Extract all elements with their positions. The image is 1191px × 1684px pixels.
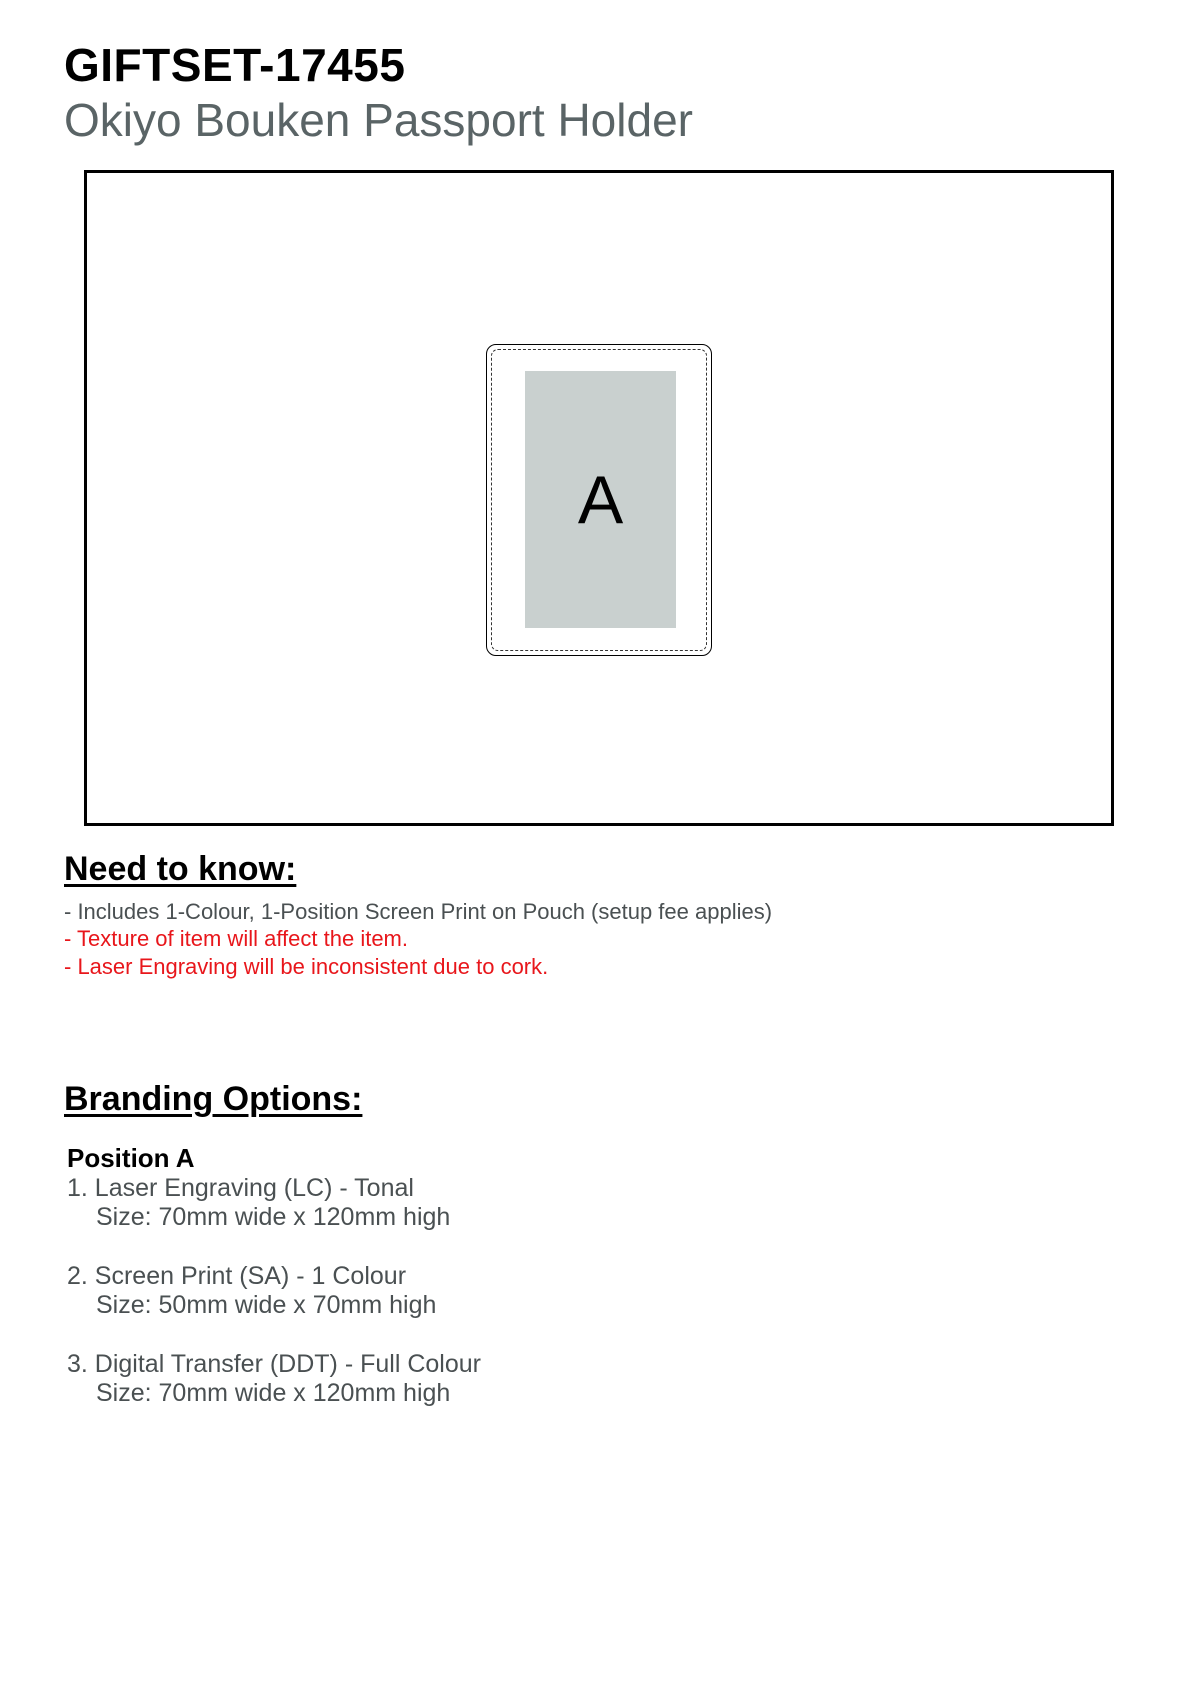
branding-options-heading: Branding Options: xyxy=(64,1080,363,1118)
position-a-title: Position A xyxy=(67,1143,195,1173)
need-to-know-heading: Need to know: xyxy=(64,850,297,888)
branding-position-label: A xyxy=(577,461,624,538)
branding-option-size: Size: 70mm wide x 120mm high xyxy=(96,1203,451,1231)
branding-option-title: 1. Laser Engraving (LC) - Tonal xyxy=(67,1174,414,1202)
product-code: GIFTSET-17455 xyxy=(64,39,406,91)
branding-option-title: 2. Screen Print (SA) - 1 Colour xyxy=(67,1262,407,1290)
note-item: - Includes 1-Colour, 1-Position Screen Print on Pouch (setup fee applies) xyxy=(64,899,773,924)
branding-area-a xyxy=(525,371,676,628)
branding-option-title: 3. Digital Transfer (DDT) - Full Colour xyxy=(67,1350,481,1378)
product-name: Okiyo Bouken Passport Holder xyxy=(64,94,693,146)
note-item-warning: - Texture of item will affect the item. xyxy=(64,926,408,951)
branding-option-size: Size: 50mm wide x 70mm high xyxy=(96,1291,437,1319)
branding-option-size: Size: 70mm wide x 120mm high xyxy=(96,1379,451,1407)
note-item-warning: - Laser Engraving will be inconsistent due to cork. xyxy=(64,954,549,979)
